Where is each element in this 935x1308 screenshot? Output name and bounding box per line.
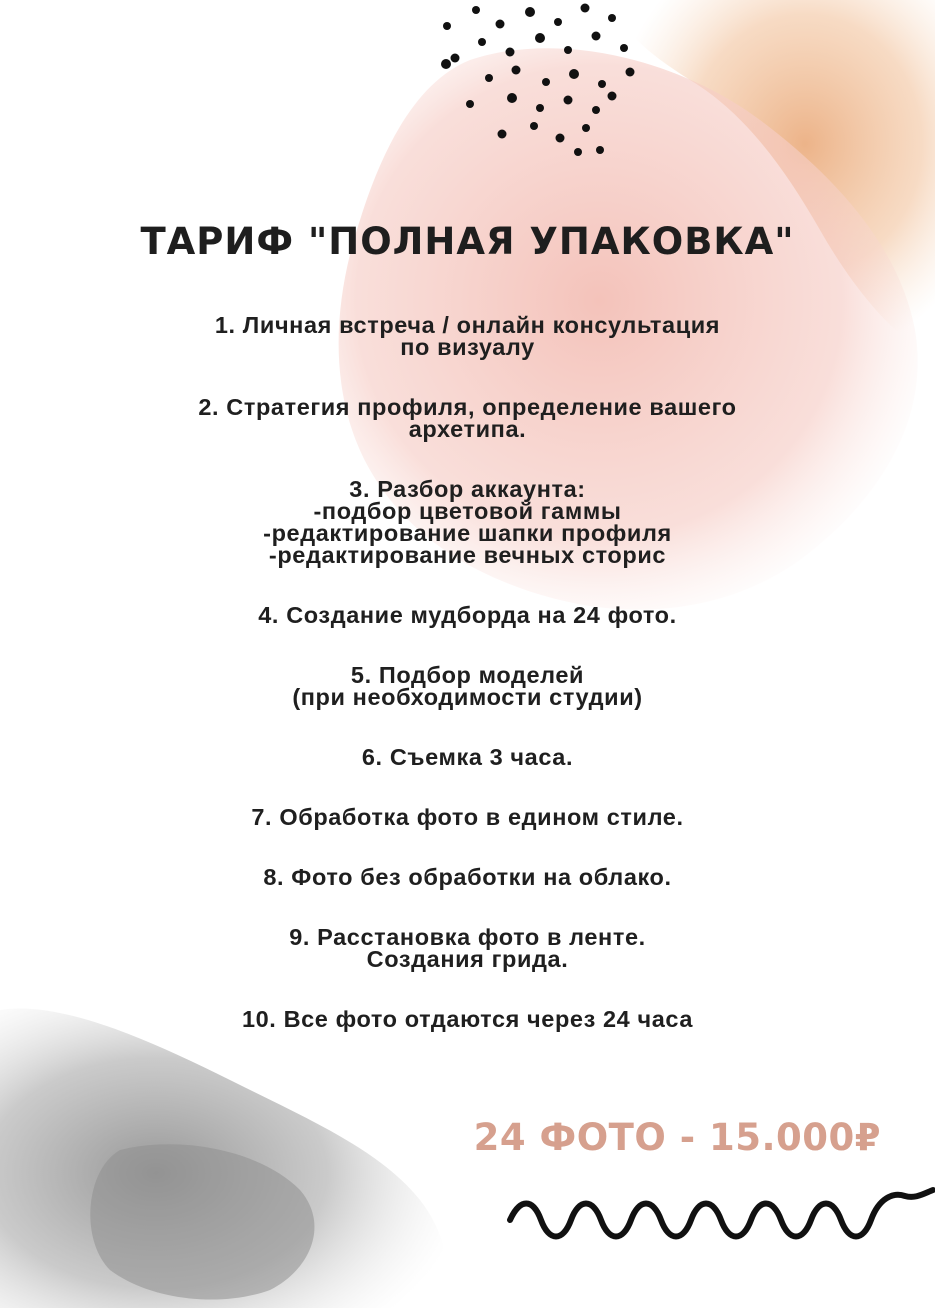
list-item-line: (при необходимости студии): [292, 684, 643, 710]
list-item: [0, 604, 935, 626]
list-item-line: -редактирование вечных сторис: [268, 542, 667, 568]
list-item-line: 10. Все фото отдаются через 24 часа: [241, 1006, 694, 1032]
list-item-line: по визуалу: [400, 334, 535, 360]
list-item: [0, 1008, 935, 1030]
list-item-line: Создания грида.: [366, 946, 569, 972]
list-item-line: 1. Личная встреча / онлайн консультация: [214, 312, 721, 338]
list-item: [0, 396, 935, 440]
list-item-line: -редактирование шапки профиля: [263, 520, 672, 546]
list-item-line: 9. Расстановка фото в ленте.: [289, 924, 646, 950]
list-item-line: 3. Разбор аккаунта:: [349, 476, 586, 502]
list-item: [0, 866, 935, 888]
tariff-title: ТАРИФ "ПОЛНАЯ УПАКОВКА": [140, 220, 795, 263]
list-item-line: -подбор цветовой гаммы: [313, 498, 622, 524]
list-item: [0, 806, 935, 828]
list-item-line: 2. Стратегия профиля, определение вашего: [198, 394, 737, 420]
list-item: [0, 478, 935, 566]
squiggle-line-decoration: [505, 1178, 935, 1248]
price-label: 24 ФОТО - 15.000₽: [473, 1116, 881, 1159]
list-item-line: 6. Съемка 3 часа.: [361, 744, 574, 770]
list-item-line: 5. Подбор моделей: [350, 662, 585, 688]
service-list: [0, 314, 935, 1068]
list-item-line: 4. Создание мудборда на 24 фото.: [258, 602, 677, 628]
list-item-line: архетипа.: [408, 416, 527, 442]
list-item-line: 7. Обработка фото в едином стиле.: [251, 804, 684, 830]
list-item: [0, 314, 935, 358]
list-item: [0, 926, 935, 970]
list-item: [0, 664, 935, 708]
list-item: [0, 746, 935, 768]
list-item-line: 8. Фото без обработки на облако.: [263, 864, 672, 890]
